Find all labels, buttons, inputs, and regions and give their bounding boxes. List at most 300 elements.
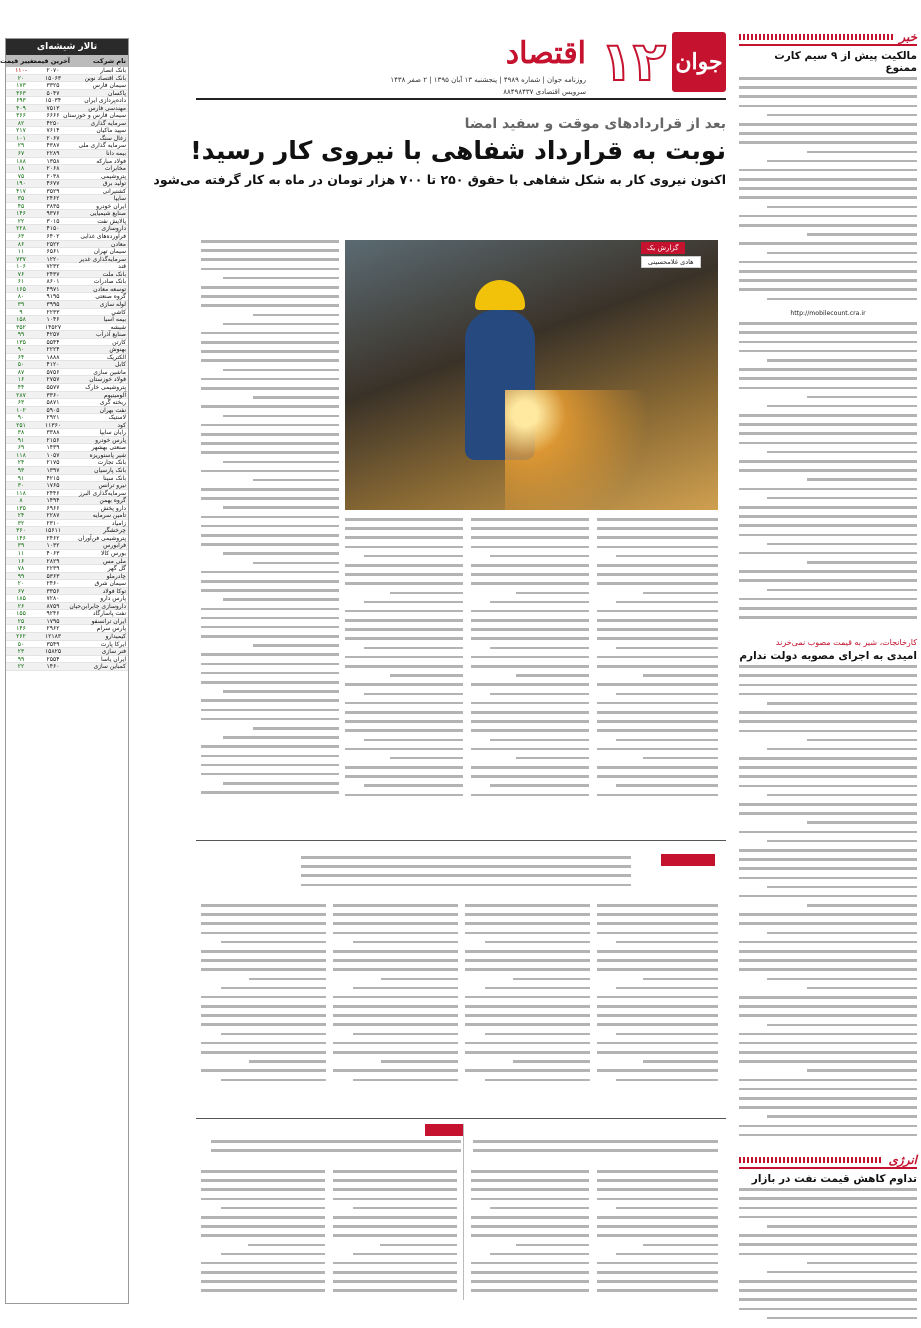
stock-change: ۶۳	[17, 399, 25, 407]
text-line-placeholder	[597, 1225, 718, 1228]
stock-row	[6, 346, 128, 354]
stock-name: کارتن	[112, 338, 126, 346]
stock-name: پتروشیمی خارک	[85, 383, 126, 391]
stock-change: ۲۴	[17, 512, 25, 520]
text-line-placeholder	[739, 414, 917, 417]
stock-row	[6, 422, 128, 430]
service-line: سرویس اقتصادی ۸۸۴۹۸۴۳۷	[503, 88, 586, 96]
bottom-left-tag	[425, 1124, 463, 1136]
text-line-placeholder	[739, 996, 917, 999]
stock-change: ۱۶۵	[16, 285, 26, 293]
text-line-placeholder	[597, 766, 718, 769]
stock-name: پتروشیمی	[101, 172, 126, 180]
text-line-placeholder	[597, 1216, 718, 1219]
text-line-placeholder	[739, 77, 917, 80]
text-line-placeholder	[253, 396, 339, 399]
stock-price: ۱۰۵۷	[46, 451, 60, 459]
text-line-placeholder	[223, 552, 339, 555]
text-line-placeholder	[739, 711, 917, 714]
stock-row	[6, 467, 128, 475]
text-line-placeholder	[253, 562, 339, 565]
text-line-placeholder	[345, 711, 463, 714]
stock-name: بورس کالا	[100, 550, 126, 557]
stock-change: ۴۰۹	[16, 104, 26, 112]
text-line-placeholder	[381, 1060, 459, 1063]
text-line-placeholder	[249, 1060, 327, 1063]
stock-name: پالایش نفت	[97, 217, 126, 225]
photo-credit: هادی غلامحسینی	[641, 256, 701, 268]
header-price: آخرین قیمت	[30, 57, 70, 65]
text-line-placeholder	[333, 1179, 457, 1182]
text-line-placeholder	[471, 619, 589, 622]
text-line-placeholder	[597, 637, 718, 640]
stock-price: ۲۸۲۹	[46, 557, 60, 565]
text-line-placeholder	[333, 1005, 458, 1008]
text-line-placeholder	[380, 1244, 457, 1247]
text-line-placeholder	[739, 1051, 917, 1054]
text-line-placeholder	[201, 904, 326, 907]
text-line-placeholder	[616, 784, 718, 787]
text-line-placeholder	[201, 350, 339, 353]
stock-row	[6, 588, 128, 596]
text-line-placeholder	[333, 1234, 457, 1237]
stock-row	[6, 512, 128, 520]
stock-row	[6, 648, 128, 656]
text-line-placeholder	[471, 1188, 589, 1191]
lead-body-column-3	[471, 518, 589, 810]
text-line-placeholder	[353, 1207, 457, 1210]
text-line-placeholder	[767, 1225, 917, 1228]
text-line-placeholder	[201, 589, 339, 592]
text-line-placeholder	[643, 674, 718, 677]
stock-row	[6, 173, 128, 181]
text-line-placeholder	[201, 663, 339, 666]
stock-row	[6, 573, 128, 581]
text-line-placeholder	[807, 904, 917, 907]
text-line-placeholder	[223, 415, 339, 418]
stock-change: ۳۸	[17, 429, 25, 437]
stock-change: ۶۷	[17, 150, 25, 158]
stock-change: ۲۲	[17, 217, 25, 225]
text-line-placeholder	[333, 1216, 457, 1219]
stock-name: چادرملو	[106, 572, 126, 580]
story3-headline: تداوم کاهش قیمت نفت در بازار	[751, 1173, 917, 1186]
stock-name: سپید ماکیان	[96, 127, 126, 135]
text-line-placeholder	[345, 683, 463, 686]
text-line-placeholder	[253, 479, 339, 482]
text-line-placeholder	[597, 610, 718, 613]
text-line-placeholder	[739, 1280, 917, 1283]
text-line-placeholder	[739, 941, 917, 944]
stock-change: ۳۹	[17, 300, 25, 308]
text-line-placeholder	[597, 702, 718, 705]
stock-change: ۴۵	[17, 202, 25, 210]
stock-price: ۲۴۶۲	[46, 534, 60, 542]
stock-price: ۳۵۴۹	[46, 640, 60, 648]
stock-name: توسعه معادن	[93, 285, 126, 293]
stock-change: ۷۵	[17, 172, 25, 180]
stock-change: ۱۶	[17, 557, 25, 565]
text-line-placeholder	[223, 736, 339, 739]
text-line-placeholder	[333, 1188, 457, 1191]
text-line-placeholder	[471, 766, 589, 769]
text-line-placeholder	[201, 405, 339, 408]
text-line-placeholder	[739, 224, 917, 227]
stock-row	[6, 127, 128, 135]
text-line-placeholder	[597, 950, 718, 953]
text-line-placeholder	[471, 527, 589, 530]
text-line-placeholder	[473, 1140, 718, 1143]
text-line-placeholder	[807, 233, 917, 236]
stock-name: پارس دارو	[100, 595, 126, 603]
text-line-placeholder	[201, 424, 339, 427]
text-line-placeholder	[253, 314, 339, 317]
stock-price: ۲۵۵۴	[46, 655, 60, 663]
text-line-placeholder	[201, 755, 339, 758]
stock-name: زغال سنگ	[99, 134, 126, 142]
text-line-placeholder	[390, 757, 463, 760]
text-line-placeholder	[739, 279, 917, 282]
stock-name: بانک ملت	[102, 270, 126, 278]
text-line-placeholder	[739, 1014, 917, 1017]
stock-change: ۳۶۳	[16, 89, 26, 97]
text-line-placeholder	[516, 592, 589, 595]
stock-name: مهندسی فارس	[88, 104, 126, 112]
stock-name: پارس خودرو	[95, 436, 126, 444]
stock-name: داروسازی	[101, 225, 126, 233]
text-line-placeholder	[223, 323, 339, 326]
stock-change: ۱۳۵	[16, 338, 26, 346]
stock-name: بیمه آسیا	[103, 316, 126, 324]
stock-table-header	[0, 55, 128, 67]
text-line-placeholder	[201, 433, 339, 436]
stock-price: ۱۷۶۵	[46, 482, 60, 490]
text-line-placeholder	[471, 711, 589, 714]
stock-change: ۱۷۳	[16, 82, 26, 90]
text-line-placeholder	[201, 1188, 325, 1191]
text-line-placeholder	[767, 359, 917, 362]
stock-change: ۱۸	[17, 165, 25, 173]
text-line-placeholder	[201, 249, 339, 252]
text-line-placeholder	[201, 525, 339, 528]
text-line-placeholder	[353, 987, 458, 990]
text-line-placeholder	[739, 242, 917, 245]
text-line-placeholder	[597, 775, 718, 778]
story3-body	[739, 1188, 917, 1328]
text-line-placeholder	[333, 996, 458, 999]
stock-price: ۱۱۳۶۰	[44, 421, 62, 429]
stock-price: ۲۲۳۳	[46, 308, 60, 316]
label-pattern-bar	[739, 1157, 883, 1163]
text-line-placeholder	[739, 132, 917, 135]
text-line-placeholder	[333, 1170, 457, 1173]
stock-price: ۲۴۶۲	[46, 195, 60, 203]
text-line-placeholder	[739, 141, 917, 144]
energy-label-text: انرژی	[888, 1153, 917, 1168]
stock-name: گل گهر	[107, 565, 126, 573]
stock-name: بانک پارسیان	[94, 466, 126, 474]
text-line-placeholder	[333, 1069, 458, 1072]
text-line-placeholder	[767, 978, 917, 981]
text-line-placeholder	[767, 206, 917, 209]
text-line-placeholder	[739, 215, 917, 218]
text-line-placeholder	[471, 729, 589, 732]
text-line-placeholder	[807, 561, 917, 564]
text-line-placeholder	[345, 766, 463, 769]
stock-name: سیمان فارس و خوزستان	[63, 112, 126, 120]
stock-price: ۲۵۲۲	[46, 240, 60, 248]
text-line-placeholder	[597, 996, 718, 999]
stock-row	[6, 82, 128, 90]
stock-name: بیمه دانا	[106, 150, 126, 158]
text-line-placeholder	[739, 693, 917, 696]
text-line-placeholder	[739, 867, 917, 870]
text-line-placeholder	[471, 1289, 589, 1292]
stock-price: ۳۳۸۸	[46, 429, 60, 437]
stock-price: ۲۲۸۹	[46, 150, 60, 158]
text-line-placeholder	[597, 1014, 718, 1017]
stock-row	[6, 641, 128, 649]
text-line-placeholder	[201, 764, 339, 767]
text-line-placeholder	[223, 690, 339, 693]
stock-name: کود	[117, 421, 126, 429]
stock-row	[6, 497, 128, 505]
stock-row	[6, 392, 128, 400]
stock-name: بانک تجارت	[97, 459, 126, 467]
stock-name: سیمان تهران	[93, 248, 126, 256]
stock-change: ۵۰	[17, 361, 25, 369]
stock-name: فرآورده‌های غذایی	[80, 233, 126, 241]
stock-change: ۹	[19, 308, 23, 316]
stock-name: مخابرات	[104, 165, 126, 173]
story2-body	[739, 665, 917, 1145]
text-line-placeholder	[739, 803, 917, 806]
photo-report-tag: گزارش یک	[641, 242, 685, 254]
text-line-placeholder	[739, 1042, 917, 1045]
stock-name: لاستیک	[108, 414, 126, 422]
stock-price: ۶۶۶۶	[46, 112, 60, 120]
text-line-placeholder	[739, 1197, 917, 1200]
text-line-placeholder	[739, 123, 917, 126]
bottom-left-body-1	[201, 1170, 325, 1300]
stock-change: ۱۵۸	[16, 316, 26, 324]
text-line-placeholder	[597, 582, 718, 585]
text-line-placeholder	[223, 782, 339, 785]
text-line-placeholder	[465, 1051, 590, 1054]
text-line-placeholder	[201, 1234, 325, 1237]
stock-row	[6, 331, 128, 339]
text-line-placeholder	[767, 497, 917, 500]
text-line-placeholder	[201, 608, 339, 611]
second-story-body-1	[201, 904, 326, 1094]
text-line-placeholder	[739, 178, 917, 181]
section-title: اقتصاد	[505, 36, 586, 71]
stock-name: سرمایه گذاری	[90, 119, 126, 127]
text-line-placeholder	[345, 702, 463, 705]
text-line-placeholder	[201, 1262, 325, 1265]
text-line-placeholder	[223, 461, 339, 464]
stock-price: ۱۴۶۰	[46, 663, 60, 671]
text-line-placeholder	[597, 922, 718, 925]
energy-section-label	[739, 1153, 917, 1169]
text-line-placeholder	[390, 674, 463, 677]
stock-price: ۶۴۰۲	[46, 233, 60, 241]
stock-change: ۱۰۶	[16, 263, 26, 271]
stock-change: ۸	[19, 497, 23, 505]
text-line-placeholder	[739, 377, 917, 380]
text-line-placeholder	[807, 478, 917, 481]
text-line-placeholder	[597, 1069, 718, 1072]
stock-price: ۲۲۲۴	[46, 346, 60, 354]
text-line-placeholder	[516, 1244, 589, 1247]
text-line-placeholder	[333, 1271, 457, 1274]
text-line-placeholder	[201, 745, 339, 748]
text-line-placeholder	[345, 619, 463, 622]
stock-price: ۳۳۵۶	[46, 587, 60, 595]
stock-name: فولاد خوزستان	[89, 376, 126, 384]
stock-price: ۵۳۶۳	[46, 572, 60, 580]
text-line-placeholder	[471, 1234, 589, 1237]
text-line-placeholder	[381, 978, 459, 981]
text-line-placeholder	[301, 856, 631, 859]
stock-price: ۱۵۰۶۳	[44, 74, 62, 82]
stock-change: ۹۰	[17, 414, 25, 422]
text-line-placeholder	[739, 959, 917, 962]
text-line-placeholder	[739, 607, 917, 610]
text-line-placeholder	[597, 729, 718, 732]
stock-row	[6, 309, 128, 317]
text-line-placeholder	[739, 1234, 917, 1237]
text-line-placeholder	[739, 169, 917, 172]
text-line-placeholder	[597, 518, 718, 521]
stock-change: ۲۶۲	[16, 633, 26, 641]
stock-row	[6, 105, 128, 113]
text-line-placeholder	[201, 1225, 325, 1228]
text-line-placeholder	[201, 959, 326, 962]
text-line-placeholder	[597, 1170, 718, 1173]
text-line-placeholder	[739, 922, 917, 925]
stock-row	[6, 482, 128, 490]
stock-price: ۴۰۶۳	[46, 550, 60, 557]
stock-price: ۵۷۵۶	[46, 368, 60, 376]
text-line-placeholder	[767, 840, 917, 843]
text-line-placeholder	[201, 681, 339, 684]
text-line-placeholder	[201, 1271, 325, 1274]
stock-row	[6, 180, 128, 188]
stock-price: ۴۹۷۱	[46, 285, 60, 293]
text-line-placeholder	[201, 672, 339, 675]
text-line-placeholder	[201, 268, 339, 271]
stock-price: ۲۴۴۶	[46, 489, 60, 497]
stock-row	[6, 339, 128, 347]
text-line-placeholder	[201, 295, 339, 298]
text-line-placeholder	[353, 1079, 458, 1082]
stock-name: صنایع شیمیایی	[89, 210, 126, 218]
text-line-placeholder	[201, 1198, 325, 1201]
text-line-placeholder	[333, 913, 458, 916]
text-line-placeholder	[597, 932, 718, 935]
bottom-right-body-2	[597, 1170, 718, 1300]
text-line-placeholder	[471, 656, 589, 659]
stock-price: ۳۵۲۹	[46, 187, 60, 195]
text-line-placeholder	[345, 518, 463, 521]
text-line-placeholder	[597, 794, 718, 797]
text-line-placeholder	[333, 968, 458, 971]
stock-row	[6, 505, 128, 513]
stock-row	[6, 67, 128, 75]
stock-name: تولید برق	[102, 180, 126, 188]
text-line-placeholder	[767, 451, 917, 454]
text-line-placeholder	[471, 794, 589, 797]
text-line-placeholder	[364, 784, 463, 787]
text-line-placeholder	[739, 570, 917, 573]
text-line-placeholder	[471, 518, 589, 521]
text-line-placeholder	[485, 941, 590, 944]
text-line-placeholder	[739, 1033, 917, 1036]
stock-price: ۸۷۵۹	[46, 602, 60, 610]
text-line-placeholder	[597, 1188, 718, 1191]
text-line-placeholder	[597, 1280, 718, 1283]
text-line-placeholder	[201, 635, 339, 638]
stock-price: ۳۳۲۵	[46, 82, 60, 90]
text-line-placeholder	[767, 252, 917, 255]
text-line-placeholder	[471, 683, 589, 686]
text-line-placeholder	[471, 573, 589, 576]
text-line-placeholder	[739, 1005, 917, 1008]
stock-price: ۲۱۵۶	[46, 436, 60, 444]
text-line-placeholder	[739, 775, 917, 778]
stock-price: ۷۶۱۴	[46, 127, 60, 135]
text-line-placeholder	[739, 1060, 917, 1063]
text-line-placeholder	[643, 592, 718, 595]
stock-change: ۸۶	[17, 240, 25, 248]
text-line-placeholder	[597, 1051, 718, 1054]
text-line-placeholder	[739, 387, 917, 390]
text-line-placeholder	[739, 469, 917, 472]
stock-row	[6, 316, 128, 324]
stock-price: ۹۱۹۵	[46, 293, 60, 301]
text-line-placeholder	[465, 922, 590, 925]
stock-row	[6, 75, 128, 83]
stock-name: چرخشگر	[103, 527, 126, 535]
stock-price: ۴۲۵۷	[46, 331, 60, 339]
stock-price: ۴۶۷۷	[46, 180, 60, 188]
text-line-placeholder	[345, 748, 463, 751]
story1-headline: مالکیت پیش از ۹ سیم کارت ممنوع	[774, 50, 917, 74]
text-line-placeholder	[471, 1216, 589, 1219]
stock-row	[6, 429, 128, 437]
stock-name: نفت بهران	[99, 406, 126, 414]
stock-price: ۱۴۳۹	[46, 444, 60, 452]
text-line-placeholder	[739, 1289, 917, 1292]
text-line-placeholder	[739, 105, 917, 108]
sparks-shape	[505, 390, 705, 510]
stock-row	[6, 565, 128, 573]
text-line-placeholder	[201, 516, 339, 519]
text-line-placeholder	[807, 739, 917, 742]
stock-price: ۹۳۷۶	[46, 210, 60, 218]
stock-change: ۱۱	[17, 248, 25, 256]
stock-change: ۷۶	[17, 270, 25, 278]
stock-table-title: تالار شیشه‌ای	[6, 39, 128, 55]
text-line-placeholder	[201, 699, 339, 702]
stock-price: ۲۲۸۷	[46, 512, 60, 520]
stock-change: ۱۵۵	[16, 610, 26, 618]
stock-change: ۹۹	[17, 331, 25, 339]
stock-change: ۲۵۱	[16, 421, 26, 429]
stock-change: ۳۵۲	[16, 323, 26, 331]
bottom-right-title-lines	[473, 1140, 718, 1164]
